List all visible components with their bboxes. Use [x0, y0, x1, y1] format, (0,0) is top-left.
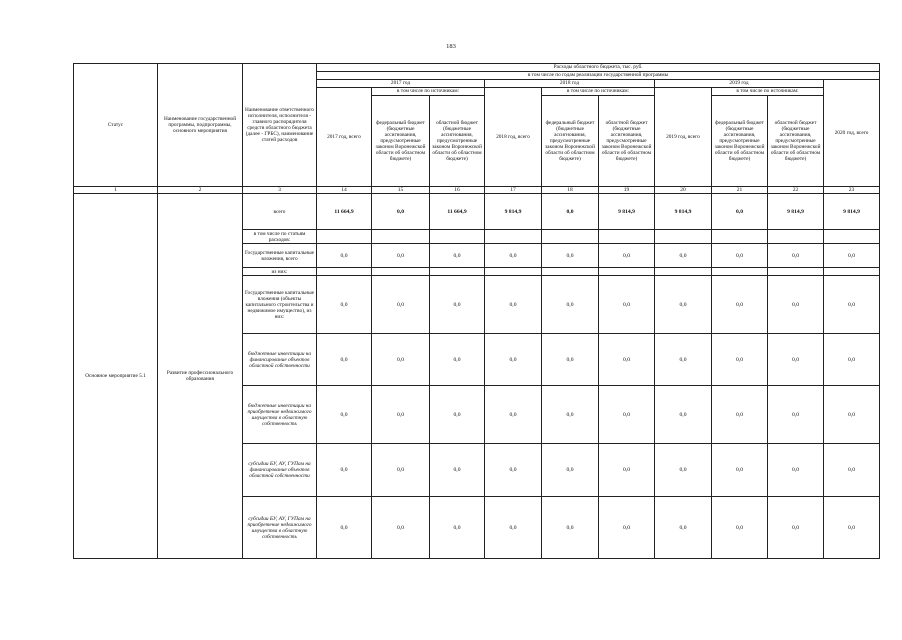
value-cell: 0,0	[430, 334, 485, 386]
value-cell	[768, 230, 824, 244]
value-cell: 0,0	[485, 244, 542, 268]
year-2019-header: 2019 год	[655, 80, 824, 88]
regional-2017-header: областной бюджет (бюджетные ассигнования, предусмотренные законом Воронежской области об областном бюджете)	[430, 96, 485, 187]
value-cell: 0,0	[317, 334, 372, 386]
value-cell: 0,0	[655, 244, 712, 268]
sources-2017-header: в том числе по источникам:	[372, 88, 485, 96]
value-cell: 0,0	[768, 244, 824, 268]
value-cell: 0,0	[824, 334, 880, 386]
status-header: Статус	[74, 64, 158, 187]
year-2017-header: 2017 год	[317, 80, 485, 88]
value-cell: 0,0	[317, 244, 372, 268]
column-number: 3	[243, 187, 317, 194]
value-cell: 0,0	[542, 276, 599, 334]
executor-header: Наименование ответственного исполнителя, исполнителя - главного распорядителя средств областного бюджета (далее - ГРБС), наименование статей расходов	[243, 64, 317, 187]
column-number: 16	[430, 187, 485, 194]
value-cell: 0,0	[372, 244, 430, 268]
value-cell	[542, 268, 599, 276]
row-label: субсидии БУ, АУ, ГУПам на приобретение недвижимого имущества в областную собственность	[243, 497, 317, 559]
value-cell	[768, 268, 824, 276]
value-cell: 9 814,9	[485, 194, 542, 230]
value-cell	[317, 230, 372, 244]
table-row	[74, 194, 880, 230]
value-cell: 9 814,9	[655, 194, 712, 230]
value-cell: 0,0	[542, 386, 599, 444]
value-cell: 0,0	[824, 444, 880, 497]
value-cell: 0,0	[655, 444, 712, 497]
value-cell: 0,0	[768, 444, 824, 497]
value-cell: 0,0	[599, 334, 655, 386]
value-cell: 0,0	[599, 386, 655, 444]
value-cell: 0,0	[317, 276, 372, 334]
value-cell	[824, 230, 880, 244]
value-cell	[430, 230, 485, 244]
value-cell: 0,0	[712, 497, 768, 559]
value-cell: 0,0	[655, 276, 712, 334]
value-cell	[655, 268, 712, 276]
sources-2019-header: в том числе по источникам:	[712, 88, 824, 96]
value-cell: 0,0	[768, 386, 824, 444]
value-cell: 9 814,9	[768, 194, 824, 230]
column-number: 2	[158, 187, 243, 194]
value-cell: 0,0	[824, 244, 880, 268]
regional-2018-header: областной бюджет (бюджетные ассигнования, предусмотренные законом Воронежской области об областном бюджете)	[599, 96, 655, 187]
federal-2019-header: федеральный бюджет (бюджетные ассигнования, предусмотренные законом Воронежской области об областном бюджете)	[712, 96, 768, 187]
value-cell	[372, 230, 430, 244]
column-number: 21	[712, 187, 768, 194]
value-cell: 0,0	[824, 386, 880, 444]
regional-2019-header: областной бюджет (бюджетные ассигнования, предусмотренные законом Воронежской области об областном бюджете)	[768, 96, 824, 187]
row-label: всего	[243, 194, 317, 230]
value-cell: 0,0	[768, 276, 824, 334]
value-cell: 0,0	[317, 497, 372, 559]
value-cell	[485, 268, 542, 276]
value-cell: 0,0	[655, 334, 712, 386]
column-number: 23	[824, 187, 880, 194]
value-cell: 0,0	[599, 276, 655, 334]
row-label: из них:	[243, 268, 317, 276]
value-cell: 0,0	[430, 497, 485, 559]
value-cell: 11 664,9	[317, 194, 372, 230]
column-number: 14	[317, 187, 372, 194]
column-number: 20	[655, 187, 712, 194]
value-cell: 11 664,9	[430, 194, 485, 230]
budget-table	[73, 63, 880, 559]
column-number: 17	[485, 187, 542, 194]
value-cell	[485, 230, 542, 244]
page-number: 183	[446, 43, 456, 50]
value-cell: 0,0	[485, 386, 542, 444]
value-cell	[599, 268, 655, 276]
value-cell	[430, 268, 485, 276]
column-number: 22	[768, 187, 824, 194]
value-cell: 0,0	[372, 194, 430, 230]
total-2017-header: 2017 год, всего	[317, 88, 372, 187]
value-cell	[372, 268, 430, 276]
value-cell: 0,0	[430, 386, 485, 444]
value-cell: 0,0	[372, 386, 430, 444]
sources-2018-header: в том числе по источникам:	[542, 88, 655, 96]
value-cell: 0,0	[485, 334, 542, 386]
by-years-header: в том числе по годам реализации государственной программы	[317, 72, 880, 80]
value-cell: 0,0	[430, 444, 485, 497]
value-cell: 0,0	[430, 276, 485, 334]
value-cell	[599, 230, 655, 244]
value-cell	[542, 230, 599, 244]
row-label: Государственные капитальные вложения, всего	[243, 244, 317, 268]
value-cell: 0,0	[599, 497, 655, 559]
value-cell: 0,0	[824, 497, 880, 559]
program-name-header: Наименование государственной программы, подпрограммы, основного мероприятия	[158, 64, 243, 187]
value-cell: 0,0	[655, 497, 712, 559]
year-2018-header: 2018 год	[485, 80, 655, 88]
value-cell	[655, 230, 712, 244]
value-cell: 0,0	[372, 444, 430, 497]
total-2020-header: 2020 год, всего	[824, 80, 880, 187]
value-cell: 0,0	[485, 444, 542, 497]
value-cell: 0,0	[599, 244, 655, 268]
value-cell	[712, 230, 768, 244]
column-number: 19	[599, 187, 655, 194]
value-cell	[317, 268, 372, 276]
value-cell: 0,0	[485, 497, 542, 559]
event-status: Основное мероприятие 5.1	[74, 194, 158, 559]
value-cell: 9 814,9	[599, 194, 655, 230]
value-cell: 0,0	[430, 244, 485, 268]
value-cell: 0,0	[768, 497, 824, 559]
value-cell: 0,0	[599, 444, 655, 497]
row-label: субсидии БУ, АУ, ГУПам на финансирование объектов областной собственности	[243, 444, 317, 497]
column-number: 15	[372, 187, 430, 194]
value-cell: 0,0	[317, 444, 372, 497]
value-cell	[712, 268, 768, 276]
value-cell: 0,0	[372, 276, 430, 334]
value-cell: 0,0	[485, 276, 542, 334]
value-cell: 0,0	[712, 276, 768, 334]
value-cell: 0,0	[712, 194, 768, 230]
value-cell: 0,0	[542, 444, 599, 497]
total-2019-header: 2019 год, всего	[655, 88, 712, 187]
federal-2018-header: федеральный бюджет (бюджетные ассигнования, предусмотренные законом Воронежской области об областном бюджете)	[542, 96, 599, 187]
value-cell: 0,0	[372, 334, 430, 386]
value-cell: 0,0	[372, 497, 430, 559]
expenses-header: Расходы областного бюджета, тыс. руб.	[317, 64, 880, 72]
value-cell: 0,0	[542, 194, 599, 230]
total-2018-header: 2018 год, всего	[485, 88, 542, 187]
value-cell: 0,0	[542, 334, 599, 386]
value-cell: 0,0	[712, 444, 768, 497]
row-label: Государственные капитальные вложения (объекты капитального строительства и недвижимое имущество), из них:	[243, 276, 317, 334]
value-cell: 0,0	[712, 244, 768, 268]
value-cell: 0,0	[824, 276, 880, 334]
value-cell: 0,0	[712, 386, 768, 444]
value-cell: 0,0	[768, 334, 824, 386]
value-cell: 0,0	[655, 386, 712, 444]
value-cell: 0,0	[317, 386, 372, 444]
value-cell: 0,0	[712, 334, 768, 386]
column-number: 18	[542, 187, 599, 194]
value-cell: 0,0	[542, 497, 599, 559]
row-label: бюджетные инвестиции на приобретение недвижимого имущества в областную собственность	[243, 386, 317, 444]
value-cell: 9 814,9	[824, 194, 880, 230]
event-name: Развитие профессионального образования	[158, 194, 243, 559]
federal-2017-header: федеральный бюджет (бюджетные ассигнования, предусмотренные законом Воронежской области об областном бюджете)	[372, 96, 430, 187]
row-label: бюджетные инвестиции на финансирование объектов областной собственности	[243, 334, 317, 386]
value-cell	[824, 268, 880, 276]
column-number: 1	[74, 187, 158, 194]
row-label: в том числе по статьям расходов:	[243, 230, 317, 244]
value-cell: 0,0	[542, 244, 599, 268]
